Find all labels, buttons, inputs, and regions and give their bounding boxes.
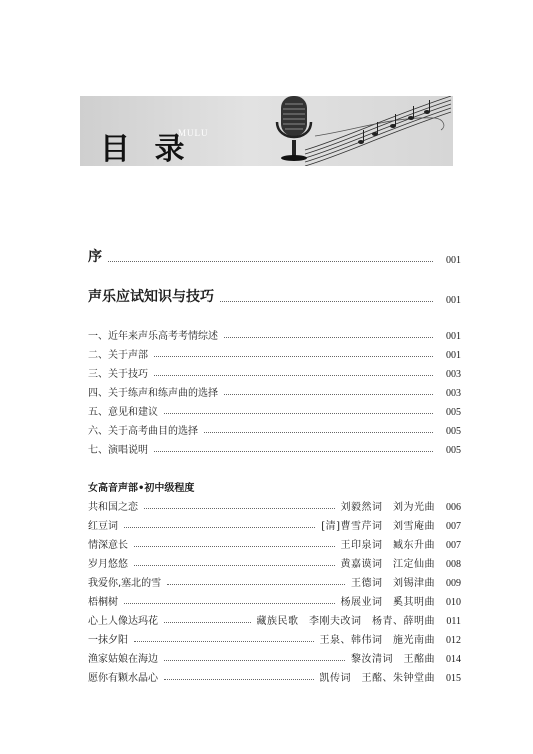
page-number: 007 bbox=[446, 521, 461, 532]
dot-leader bbox=[124, 603, 335, 604]
page-number: 007 bbox=[446, 540, 461, 551]
song-entry[interactable] bbox=[88, 535, 461, 551]
page-number: 001 bbox=[446, 331, 461, 342]
toc-entry-title: 三、关于技巧 bbox=[88, 369, 148, 380]
page-number: 003 bbox=[446, 369, 461, 380]
dot-leader bbox=[144, 508, 335, 509]
song-entry[interactable] bbox=[88, 611, 461, 627]
toc-entry-title: 五、意见和建议 bbox=[88, 407, 158, 418]
page-number: 005 bbox=[446, 445, 461, 456]
dot-leader bbox=[224, 337, 433, 338]
song-authors: 王德词 刘锡津曲 bbox=[351, 578, 435, 589]
song-title: 我爱你,塞北的雪 bbox=[88, 578, 162, 589]
toc-subentry[interactable] bbox=[88, 383, 461, 399]
dot-leader bbox=[134, 546, 335, 547]
toc-entry-title: 六、关于高考曲目的选择 bbox=[88, 426, 198, 437]
page-number: 008 bbox=[446, 559, 461, 570]
toc-entry-title: 一、近年来声乐高考考情综述 bbox=[88, 331, 218, 342]
song-title: 愿你有颗水晶心 bbox=[88, 673, 158, 684]
song-entry[interactable] bbox=[88, 497, 461, 513]
dot-leader bbox=[154, 451, 433, 452]
song-title: 心上人像达玛花 bbox=[88, 616, 158, 627]
dot-leader bbox=[164, 679, 314, 680]
toc-entry-preface[interactable] bbox=[88, 250, 461, 266]
page-number: 005 bbox=[446, 426, 461, 437]
song-title: 红豆词 bbox=[88, 521, 118, 532]
dot-leader bbox=[164, 413, 433, 414]
dot-leader bbox=[154, 375, 433, 376]
song-entry[interactable] bbox=[88, 630, 461, 646]
song-authors: 黎汝清词 王酩曲 bbox=[351, 654, 435, 665]
song-authors: 凯传词 王酩、朱钟堂曲 bbox=[319, 673, 435, 684]
page-number: 009 bbox=[446, 578, 461, 589]
dot-leader bbox=[204, 432, 433, 433]
song-entry[interactable] bbox=[88, 516, 461, 532]
page-subtitle: MULU bbox=[178, 128, 209, 138]
dot-leader bbox=[124, 527, 315, 528]
dot-leader bbox=[134, 641, 314, 642]
song-entry[interactable] bbox=[88, 554, 461, 570]
toc-subentry[interactable] bbox=[88, 421, 461, 437]
toc-entry-title: 七、演唱说明 bbox=[88, 445, 148, 456]
dot-leader bbox=[164, 660, 345, 661]
toc-subentry[interactable] bbox=[88, 345, 461, 361]
toc-entry-vocal-exam-skills[interactable] bbox=[88, 290, 461, 306]
page-number: 011 bbox=[446, 616, 461, 627]
page-number: 003 bbox=[446, 388, 461, 399]
page-number: 014 bbox=[446, 654, 461, 665]
dot-leader bbox=[134, 565, 335, 566]
song-authors: 王泉、韩伟词 施光南曲 bbox=[319, 635, 435, 646]
page-number: 001 bbox=[446, 255, 461, 266]
toc-entry-title: 四、关于练声和练声曲的选择 bbox=[88, 388, 218, 399]
toc-entry-title: 序 bbox=[88, 249, 102, 265]
song-title: 渔家姑娘在海边 bbox=[88, 654, 158, 665]
song-title: 岁月悠悠 bbox=[88, 559, 128, 570]
song-authors: [清]曹雪芹词 刘雪庵曲 bbox=[321, 521, 435, 532]
dot-leader bbox=[154, 356, 433, 357]
toc-subentry[interactable] bbox=[88, 440, 461, 456]
song-entry[interactable] bbox=[88, 573, 461, 589]
song-title: 情深意长 bbox=[88, 540, 128, 551]
toc-subentry[interactable] bbox=[88, 326, 461, 342]
song-entry[interactable] bbox=[88, 649, 461, 665]
song-title: 梧桐树 bbox=[88, 597, 118, 608]
dot-leader bbox=[224, 394, 433, 395]
toc-subentry[interactable] bbox=[88, 402, 461, 418]
page-number: 010 bbox=[446, 597, 461, 608]
song-entry[interactable] bbox=[88, 668, 461, 684]
dot-leader bbox=[220, 301, 433, 302]
page-number: 001 bbox=[446, 350, 461, 361]
page-number: 006 bbox=[446, 502, 461, 513]
song-authors: 王印泉词 臧东升曲 bbox=[340, 540, 435, 551]
song-authors: 刘毅然词 刘为光曲 bbox=[340, 502, 435, 513]
toc-header-banner bbox=[80, 96, 453, 166]
song-title: 共和国之恋 bbox=[88, 502, 138, 513]
dot-leader bbox=[167, 584, 345, 585]
song-title: 一抹夕阳 bbox=[88, 635, 128, 646]
song-authors: 藏族民歌 李刚夫改词 杨青、薛明曲 bbox=[256, 616, 435, 627]
page-number: 001 bbox=[446, 295, 461, 306]
song-authors: 黄嘉谟词 江定仙曲 bbox=[340, 559, 435, 570]
toc-entry-title: 声乐应试知识与技巧 bbox=[88, 289, 214, 305]
page-number: 015 bbox=[446, 673, 461, 684]
song-authors: 杨展业词 奚其明曲 bbox=[340, 597, 435, 608]
microphone-music-notes-icon bbox=[265, 96, 453, 166]
page-number: 005 bbox=[446, 407, 461, 418]
dot-leader bbox=[108, 261, 433, 262]
toc-subentry[interactable] bbox=[88, 364, 461, 380]
toc-entry-title: 二、关于声部 bbox=[88, 350, 148, 361]
page-number: 012 bbox=[446, 635, 461, 646]
page-title: 目 录 bbox=[100, 132, 192, 166]
dot-leader bbox=[164, 622, 251, 623]
section-heading: 女高音声部•初中级程度 bbox=[88, 483, 195, 494]
song-entry[interactable] bbox=[88, 592, 461, 608]
